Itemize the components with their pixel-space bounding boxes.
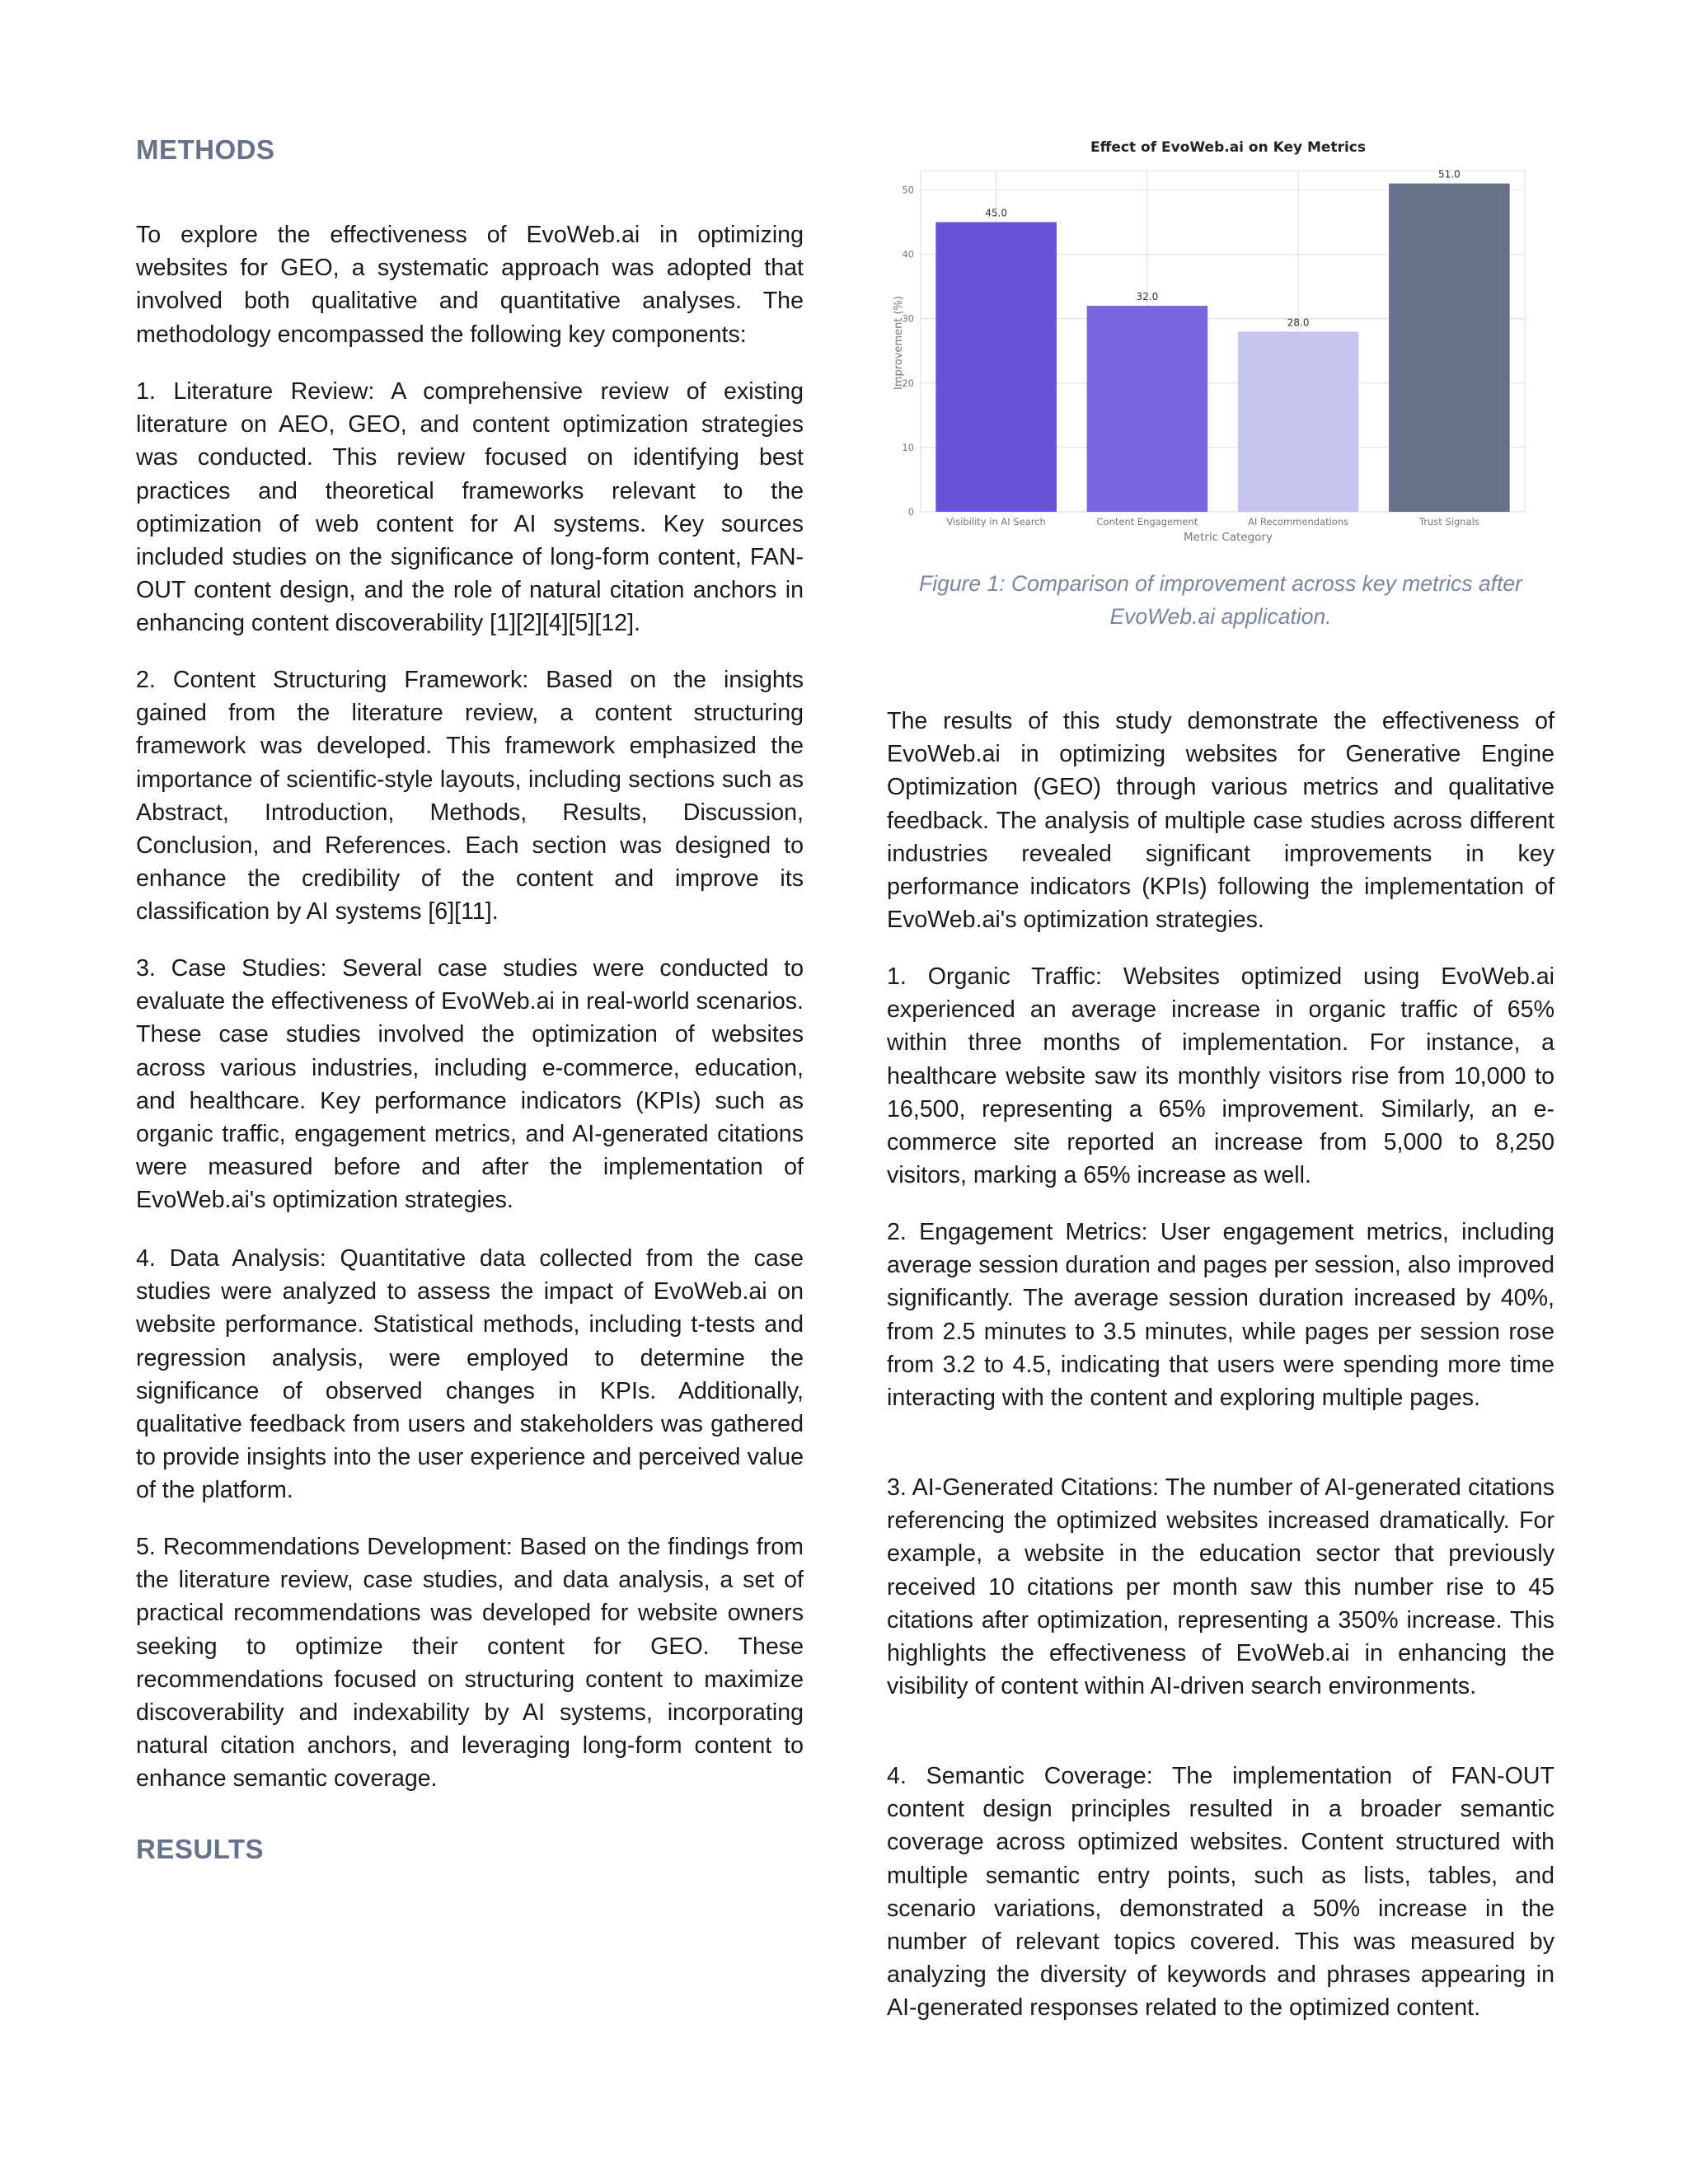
results-item-engagement: 2. Engagement Metrics: User engagement metrics, including average session duration and pages per session, also improved significantly. The average session duration increased by 40%, from 2.5 minutes to 3.5 minutes, while pages per session rose from 3.2 to 4.5, indicating that users were spending more time interacting with the content and exploring multiple pages. (887, 1219, 1554, 1412)
results-item-organic-traffic: 1. Organic Traffic: Websites optimized using EvoWeb.ai experienced an average increase in organic traffic of 65% within three months of implementation. For instance, a healthcare website saw its monthly visitors rise from 10,000 to 16,500, representing a 65% improvement. Similarly, an e-commerce site reported an increase from 5,000 to 8,250 visitors, marking a 65% increase as well. (887, 963, 1554, 1189)
bar-value-label: 51.0 (1438, 168, 1461, 180)
figure-caption: Figure 1: Comparison of improvement across key metrics after EvoWeb.ai application. (919, 571, 1522, 629)
y-tick-label: 30 (902, 312, 914, 325)
y-tick-label: 40 (902, 248, 914, 260)
chart-title: Effect of EvoWeb.ai on Key Metrics (1090, 139, 1367, 156)
bar-trust-signals (1389, 184, 1510, 512)
y-tick-label: 10 (902, 441, 914, 453)
results-intro: The results of this study demonstrate the effectiveness of EvoWeb.ai in optimizing websites for Generative Engine Optimization (GEO) through various metrics and qualitative feedback. The analysis of multiple case studies across different industries revealed significant improvements in key performance indicators (KPIs) following the implementation of EvoWeb.ai's optimization strategies. (887, 708, 1554, 934)
methods-item-content-structuring: 2. Content Structuring Framework: Based on the insights gained from the literature review, a content structuring framework was developed. This framework emphasized the importance of scientific-style layouts, including sections such as Abstract, Introduction, Methods, Results, Discussion, Conclusion, and References. Each section was designed to enhance the credibility of the content and improve its classification by AI systems [6][11]. (136, 667, 804, 926)
x-tick-label: Trust Signals (1418, 516, 1479, 527)
methods-item-recommendations: 5. Recommendations Development: Based on the findings from the literature review, case studies, and data analysis, a set of practical recommendations was developed for website owners seeking to optimize their content for GEO. These recommendations focused on structuring content to maximize discoverability and indexability by AI systems, incorporating natural citation anchors, and leveraging long-form content to enhance semantic coverage. (136, 1534, 804, 1793)
methods-item-case-studies: 3. Case Studies: Several case studies were conducted to evaluate the effectiveness of EvoWeb.ai in real-world scenarios. These case studies involved the optimization of websites across various industries, including e-commerce, education, and healthcare. Key performance indicators (KPIs) such as organic traffic, engagement metrics, and AI-generated citations were measured before and after the implementation of EvoWeb.ai's optimization strategies. (136, 955, 804, 1214)
bar-visibility-in-ai-search (935, 222, 1057, 512)
bar-value-label: 28.0 (1287, 316, 1310, 329)
chart-x-axis-label: Metric Category (1184, 531, 1273, 544)
methods-heading: METHODS (136, 134, 275, 165)
y-tick-label: 50 (902, 184, 914, 196)
methods-intro: To explore the effectiveness of EvoWeb.ai in optimizing websites for GEO, a systematic approach was adopted that involved both qualitative and quantitative analyses. The methodology encompassed the following key components: (136, 222, 804, 348)
x-tick-label: AI Recommendations (1248, 516, 1349, 527)
bar-ai-recommendations (1238, 331, 1359, 512)
figure-1 (887, 136, 1554, 552)
results-item-semantic-coverage: 4. Semantic Coverage: The implementation of FAN-OUT content design principles resulted in a broader semantic coverage across optimized websites. Content structured with multiple semantic entry points, such as lists, tables, and scenario variations, demonstrated a 50% increase in the number of relevant topics covered. This was measured by analyzing the diversity of keywords and phrases appearing in AI-generated responses related to the optimized content. (887, 1763, 1554, 2022)
x-tick-label: Content Engagement (1096, 516, 1198, 527)
results-heading: RESULTS (136, 1834, 265, 1864)
bar-value-label: 45.0 (985, 207, 1007, 219)
results-item-citations: 3. AI-Generated Citations: The number of AI-generated citations referencing the optimized websites increased dramatically. For example, a website in the education sector that previously received 10 citations per month saw this number rise to 45 citations after optimization, representing a 350% increase. This highlights the effectiveness of EvoWeb.ai in enhancing the visibility of content within AI-driven search environments. (887, 1474, 1554, 1700)
x-tick-label: Visibility in AI Search (946, 516, 1046, 527)
y-tick-label: 0 (907, 506, 914, 518)
bar-chart (887, 136, 1554, 552)
methods-item-data-analysis: 4. Data Analysis: Quantitative data collected from the case studies were analyzed to assess the impact of EvoWeb.ai on website performance. Statistical methods, including t-tests and regression analysis, were employed to determine the significance of observed changes in KPIs. Additionally, qualitative feedback from users and stakeholders was gathered to provide insights into the user experience and perceived value of the platform. (136, 1245, 804, 1504)
y-tick-label: 20 (902, 377, 914, 389)
chart-y-axis-label: Improvement (%) (893, 295, 905, 391)
bar-content-engagement (1087, 306, 1208, 512)
bar-value-label: 32.0 (1136, 291, 1159, 303)
methods-item-literature-review: 1. Literature Review: A comprehensive review of existing literature on AEO, GEO, and content optimization strategies was conducted. This review focused on identifying best practices and theoretical frameworks relevant to the optimization of web content for AI systems. Key sources included studies on the significance of long-form content, FAN-OUT content design, and the role of natural citation anchors in enhancing content discoverability [1][2][4][5][12]. (136, 378, 804, 637)
